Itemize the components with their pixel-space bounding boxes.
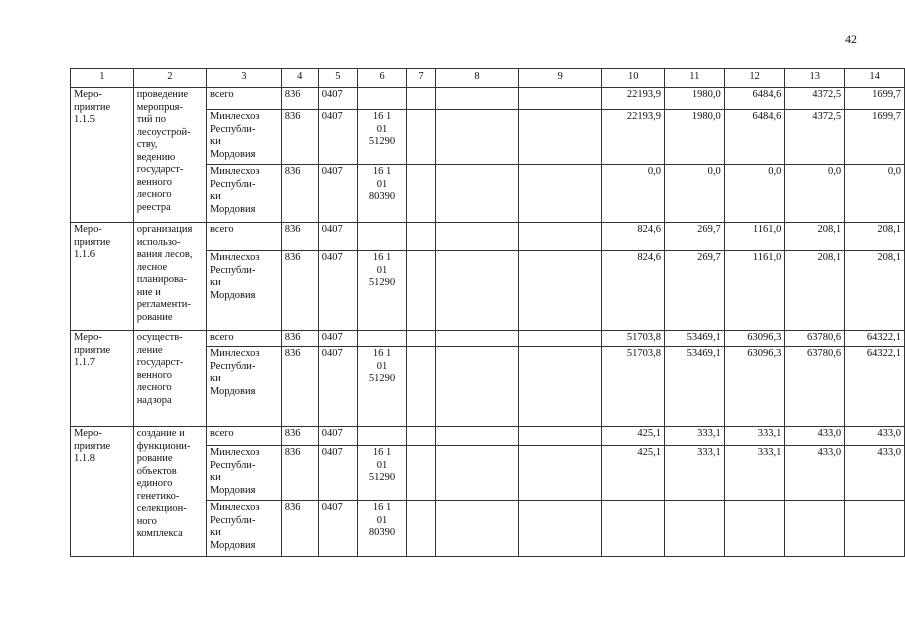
section-code-cell: 0407: [318, 501, 357, 557]
amount-cell: 1699,7: [845, 88, 905, 110]
target-article-cell: 16 1 01 80390: [358, 165, 407, 223]
column-header: 7: [407, 69, 436, 88]
section-code-cell: 0407: [318, 427, 357, 446]
executor-cell: Минлесхоз Республи- ки Мордовия: [206, 446, 281, 501]
empty-cell: [435, 331, 518, 347]
amount-cell: 4372,5: [785, 88, 845, 110]
executor-cell: Минлесхоз Республи- ки Мордовия: [206, 165, 281, 223]
empty-cell: [407, 223, 436, 251]
amount-cell: 0,0: [602, 165, 665, 223]
amount-cell: 433,0: [845, 446, 905, 501]
empty-cell: [519, 165, 602, 223]
amount-cell: 0,0: [785, 165, 845, 223]
table-header-row: [71, 69, 905, 88]
grbs-code-cell: 836: [281, 347, 318, 427]
amount-cell: 433,0: [845, 427, 905, 446]
empty-cell: [435, 347, 518, 427]
column-header: 4: [281, 69, 318, 88]
amount-cell: 1980,0: [664, 88, 724, 110]
target-article-cell: 16 1 01 51290: [358, 251, 407, 331]
column-header: 12: [724, 69, 785, 88]
grbs-code-cell: 836: [281, 427, 318, 446]
table-row: [71, 427, 905, 446]
section-code-cell: 0407: [318, 251, 357, 331]
column-header: 9: [519, 69, 602, 88]
amount-cell: 51703,8: [602, 331, 665, 347]
column-header: 1: [71, 69, 134, 88]
empty-cell: [519, 347, 602, 427]
amount-cell: 824,6: [602, 251, 665, 331]
amount-cell: 333,1: [724, 446, 785, 501]
executor-cell: Минлесхоз Республи- ки Мордовия: [206, 251, 281, 331]
amount-cell: 208,1: [845, 251, 905, 331]
amount-cell: 0,0: [724, 165, 785, 223]
empty-cell: [519, 110, 602, 165]
grbs-code-cell: 836: [281, 88, 318, 110]
section-code-cell: 0407: [318, 347, 357, 427]
measure-label: Меро- приятие 1.1.8: [71, 427, 134, 557]
column-header: 13: [785, 69, 845, 88]
column-header: 10: [602, 69, 665, 88]
amount-cell: 53469,1: [664, 331, 724, 347]
empty-cell: [435, 223, 518, 251]
grbs-code-cell: 836: [281, 331, 318, 347]
executor-cell: всего: [206, 427, 281, 446]
empty-cell: [519, 331, 602, 347]
column-header: 11: [664, 69, 724, 88]
page-number: 42: [845, 32, 857, 46]
target-article-cell: 16 1 01 51290: [358, 110, 407, 165]
amount-cell: 425,1: [602, 446, 665, 501]
empty-cell: [519, 251, 602, 331]
amount-cell: 208,1: [785, 251, 845, 331]
amount-cell: 63096,3: [724, 331, 785, 347]
executor-cell: Минлесхоз Республи- ки Мордовия: [206, 501, 281, 557]
amount-cell: 1161,0: [724, 251, 785, 331]
table-row: [71, 223, 905, 251]
column-header: 3: [206, 69, 281, 88]
amount-cell: 53469,1: [664, 347, 724, 427]
target-article-cell: [358, 331, 407, 347]
executor-cell: всего: [206, 223, 281, 251]
measure-description: создание и функциони- рование объектов единого генетико- селекцион- ного комплекса: [133, 427, 206, 557]
empty-cell: [435, 501, 518, 557]
amount-cell: 51703,8: [602, 347, 665, 427]
empty-cell: [435, 165, 518, 223]
amount-cell: 63096,3: [724, 347, 785, 427]
amount-cell: 64322,1: [845, 347, 905, 427]
amount-cell: 1980,0: [664, 110, 724, 165]
grbs-code-cell: 836: [281, 110, 318, 165]
amount-cell: 269,7: [664, 251, 724, 331]
section-code-cell: 0407: [318, 165, 357, 223]
amount-cell: 1699,7: [845, 110, 905, 165]
empty-cell: [407, 501, 436, 557]
empty-cell: [407, 88, 436, 110]
target-article-cell: 16 1 01 51290: [358, 446, 407, 501]
empty-cell: [407, 446, 436, 501]
amount-cell: 333,1: [724, 427, 785, 446]
empty-cell: [519, 223, 602, 251]
amount-cell: 433,0: [785, 446, 845, 501]
target-article-cell: [358, 223, 407, 251]
target-article-cell: 16 1 01 80390: [358, 501, 407, 557]
column-header: 8: [435, 69, 518, 88]
executor-cell: Минлесхоз Республи- ки Мордовия: [206, 110, 281, 165]
amount-cell: 63780,6: [785, 347, 845, 427]
executor-cell: всего: [206, 331, 281, 347]
empty-cell: [407, 347, 436, 427]
empty-cell: [435, 446, 518, 501]
table-body: [71, 69, 905, 557]
empty-cell: [407, 110, 436, 165]
empty-cell: [435, 427, 518, 446]
empty-cell: [407, 165, 436, 223]
section-code-cell: 0407: [318, 446, 357, 501]
table-row: [71, 88, 905, 110]
amount-cell: 425,1: [602, 427, 665, 446]
budget-table: [70, 68, 905, 557]
empty-cell: [435, 88, 518, 110]
empty-cell: [519, 501, 602, 557]
column-header: 2: [133, 69, 206, 88]
empty-cell: [435, 251, 518, 331]
empty-cell: [519, 446, 602, 501]
measure-label: Меро- приятие 1.1.6: [71, 223, 134, 331]
amount-cell: [664, 501, 724, 557]
amount-cell: 1161,0: [724, 223, 785, 251]
amount-cell: 0,0: [845, 165, 905, 223]
column-header: 14: [845, 69, 905, 88]
grbs-code-cell: 836: [281, 223, 318, 251]
amount-cell: 22193,9: [602, 110, 665, 165]
amount-cell: 63780,6: [785, 331, 845, 347]
measure-description: проведение меропрuя- тий по лесоустрой- ству, ведению государст- венного лесного реестра: [133, 88, 206, 223]
amount-cell: [785, 501, 845, 557]
amount-cell: 22193,9: [602, 88, 665, 110]
empty-cell: [407, 427, 436, 446]
amount-cell: 64322,1: [845, 331, 905, 347]
measure-label: Меро- приятие 1.1.7: [71, 331, 134, 427]
empty-cell: [435, 110, 518, 165]
amount-cell: 824,6: [602, 223, 665, 251]
measure-label: Меро- приятие 1.1.5: [71, 88, 134, 223]
column-header: 5: [318, 69, 357, 88]
empty-cell: [407, 251, 436, 331]
section-code-cell: 0407: [318, 223, 357, 251]
table-row: [71, 331, 905, 347]
grbs-code-cell: 836: [281, 251, 318, 331]
amount-cell: 208,1: [845, 223, 905, 251]
amount-cell: 333,1: [664, 446, 724, 501]
target-article-cell: 16 1 01 51290: [358, 347, 407, 427]
empty-cell: [519, 427, 602, 446]
executor-cell: Минлесхоз Республи- ки Мордовия: [206, 347, 281, 427]
amount-cell: [724, 501, 785, 557]
column-header: 6: [358, 69, 407, 88]
empty-cell: [519, 88, 602, 110]
amount-cell: [602, 501, 665, 557]
empty-cell: [407, 331, 436, 347]
amount-cell: 269,7: [664, 223, 724, 251]
target-article-cell: [358, 88, 407, 110]
amount-cell: 6484,6: [724, 110, 785, 165]
amount-cell: [845, 501, 905, 557]
amount-cell: 433,0: [785, 427, 845, 446]
target-article-cell: [358, 427, 407, 446]
amount-cell: 208,1: [785, 223, 845, 251]
amount-cell: 333,1: [664, 427, 724, 446]
section-code-cell: 0407: [318, 110, 357, 165]
section-code-cell: 0407: [318, 331, 357, 347]
grbs-code-cell: 836: [281, 446, 318, 501]
grbs-code-cell: 836: [281, 501, 318, 557]
amount-cell: 4372,5: [785, 110, 845, 165]
measure-description: осуществ- ление государст- венного лесного надзора: [133, 331, 206, 427]
section-code-cell: 0407: [318, 88, 357, 110]
amount-cell: 6484,6: [724, 88, 785, 110]
grbs-code-cell: 836: [281, 165, 318, 223]
executor-cell: всего: [206, 88, 281, 110]
amount-cell: 0,0: [664, 165, 724, 223]
measure-description: организация использо- вания лесов, лесное планирова- ние и регламенти- рование: [133, 223, 206, 331]
